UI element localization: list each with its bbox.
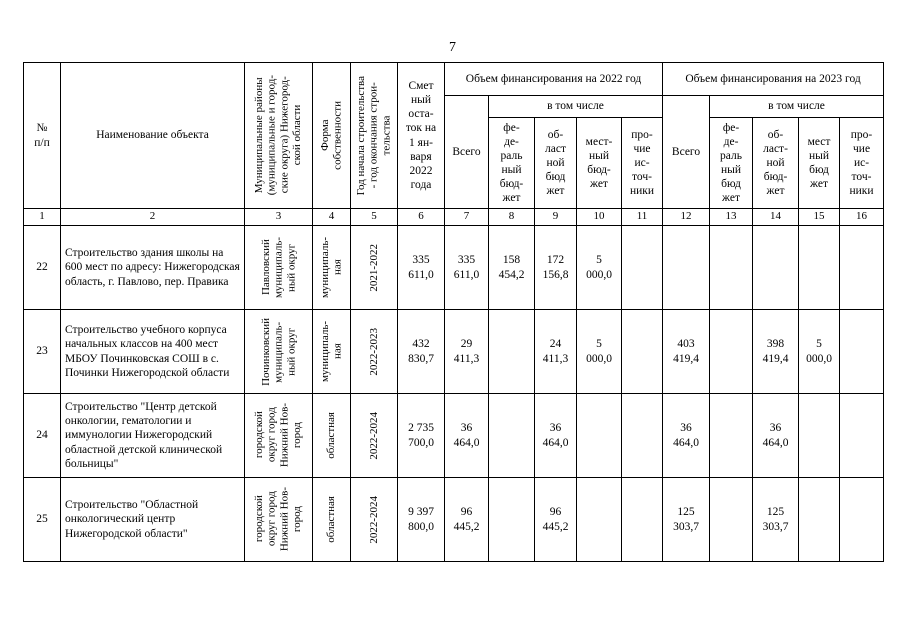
years-cell	[351, 478, 398, 562]
total-2022-cell: 36 464,0	[445, 394, 489, 478]
district-cell	[245, 394, 313, 478]
local-2022-cell: 5 000,0	[577, 226, 622, 310]
years-text: 2022-2024	[367, 495, 380, 544]
column-number: 1	[24, 209, 61, 226]
column-number: 9	[535, 209, 577, 226]
federal-2023-cell	[710, 226, 753, 310]
federal-2022-cell	[489, 394, 535, 478]
column-number: 12	[663, 209, 710, 226]
regional-2022-cell: 36 464,0	[535, 394, 577, 478]
column-number: 8	[489, 209, 535, 226]
total-2023-cell	[663, 226, 710, 310]
local-2023-cell	[799, 394, 840, 478]
other-2023-cell	[840, 394, 884, 478]
header-district	[245, 63, 313, 209]
column-number-row	[24, 209, 884, 226]
data-rows	[24, 226, 884, 562]
header-other-2023: про- чие ис- точ- ники	[840, 118, 884, 209]
header-regional-2022: об- ласт ной бюд жет	[535, 118, 577, 209]
header-balance: Смет ный оста- ток на 1 ян- варя 2022 года	[398, 63, 445, 209]
federal-2022-cell	[489, 310, 535, 394]
years-text: 2022-2023	[367, 327, 380, 376]
column-number: 4	[313, 209, 351, 226]
column-number: 10	[577, 209, 622, 226]
regional-2022-cell: 172 156,8	[535, 226, 577, 310]
federal-2023-cell	[710, 310, 753, 394]
balance-cell: 9 397 800,0	[398, 478, 445, 562]
other-2022-cell	[622, 310, 663, 394]
local-2022-cell	[577, 394, 622, 478]
header-local-2022: мест- ный бюд- жет	[577, 118, 622, 209]
ownership-text: муниципаль- ная	[318, 320, 344, 383]
total-2023-cell: 403 419,4	[663, 310, 710, 394]
column-number: 3	[245, 209, 313, 226]
object-name: Строительство учебного корпуса начальных классов на 400 мест МБОУ Починковская СОШ в с. Починки Нижегородской области	[61, 310, 245, 394]
balance-cell: 335 611,0	[398, 226, 445, 310]
ownership-cell	[313, 478, 351, 562]
header-federal-2023: фе- де- раль ный бюд жет	[710, 118, 753, 209]
header-years	[351, 63, 398, 209]
header-regional-2023: об- ласт- ной бюд- жет	[753, 118, 799, 209]
district-text: Починковский муниципаль- ный округ	[259, 317, 297, 386]
ownership-cell	[313, 310, 351, 394]
header-incl-2022: в том числе	[489, 96, 663, 118]
ownership-text: областная	[325, 412, 338, 459]
total-2022-cell: 96 445,2	[445, 478, 489, 562]
district-cell	[245, 310, 313, 394]
column-number: 11	[622, 209, 663, 226]
local-2023-cell	[799, 478, 840, 562]
balance-cell: 432 830,7	[398, 310, 445, 394]
header-years-text: Год начала строительства - год окончания строи- тельства	[355, 75, 393, 196]
header-local-2023: мест ный бюд жет	[799, 118, 840, 209]
federal-2022-cell	[489, 478, 535, 562]
federal-2023-cell	[710, 394, 753, 478]
ownership-cell	[313, 226, 351, 310]
district-cell	[245, 226, 313, 310]
table-row	[24, 394, 884, 478]
column-number: 7	[445, 209, 489, 226]
row-number: 23	[24, 310, 61, 394]
other-2023-cell	[840, 478, 884, 562]
federal-2023-cell	[710, 478, 753, 562]
header-total-2023: Всего	[663, 96, 710, 209]
regional-2023-cell	[753, 226, 799, 310]
years-text: 2022-2024	[367, 411, 380, 460]
table-row	[24, 226, 884, 310]
row-number: 22	[24, 226, 61, 310]
column-number: 14	[753, 209, 799, 226]
object-name: Строительство "Областной онкологический центр Нижегородской области"	[61, 478, 245, 562]
column-number: 2	[61, 209, 245, 226]
district-text: городской округ город Нижний Нов- город	[253, 487, 304, 552]
local-2022-cell: 5 000,0	[577, 310, 622, 394]
years-text: 2021-2022	[367, 243, 380, 292]
total-2022-cell: 29 411,3	[445, 310, 489, 394]
district-text: городской округ город Нижний Нов- город	[253, 403, 304, 468]
other-2023-cell	[840, 226, 884, 310]
row-number: 24	[24, 394, 61, 478]
years-cell	[351, 394, 398, 478]
header-incl-2023: в том числе	[710, 96, 884, 118]
table-row	[24, 310, 884, 394]
column-number: 13	[710, 209, 753, 226]
total-2022-cell: 335 611,0	[445, 226, 489, 310]
header-ownership-text: Форма собственности	[318, 101, 344, 170]
local-2023-cell	[799, 226, 840, 310]
years-cell	[351, 226, 398, 310]
header-fin-2022: Объем финансирования на 2022 год	[445, 63, 663, 96]
header-ownership	[313, 63, 351, 209]
regional-2023-cell: 36 464,0	[753, 394, 799, 478]
other-2022-cell	[622, 394, 663, 478]
regional-2023-cell: 398 419,4	[753, 310, 799, 394]
column-number: 5	[351, 209, 398, 226]
local-2022-cell	[577, 478, 622, 562]
balance-cell: 2 735 700,0	[398, 394, 445, 478]
other-2022-cell	[622, 226, 663, 310]
header-other-2022: про- чие ис- точ- ники	[622, 118, 663, 209]
header-name: Наименование объекта	[61, 63, 245, 209]
district-text: Павловский муниципаль- ный округ	[259, 236, 297, 299]
total-2023-cell: 125 303,7	[663, 478, 710, 562]
other-2022-cell	[622, 478, 663, 562]
ownership-text: муниципаль- ная	[318, 236, 344, 299]
other-2023-cell	[840, 310, 884, 394]
header-no: № п/п	[24, 63, 61, 209]
regional-2022-cell: 96 445,2	[535, 478, 577, 562]
header-district-text: Муниципальные районы (муниципальные и город- ские округа) Нижегород- ской области	[253, 75, 304, 196]
financing-table	[23, 62, 884, 562]
object-name: Строительство здания школы на 600 мест по адресу: Нижегородская область, г. Павлово, пер. Правика	[61, 226, 245, 310]
regional-2022-cell: 24 411,3	[535, 310, 577, 394]
local-2023-cell: 5 000,0	[799, 310, 840, 394]
object-name: Строительство "Центр детской онкологии, гематологии и иммунологии Нижегородский областной детской клинической больницы"	[61, 394, 245, 478]
column-number: 15	[799, 209, 840, 226]
ownership-text: областная	[325, 496, 338, 543]
column-number: 16	[840, 209, 884, 226]
ownership-cell	[313, 394, 351, 478]
header-federal-2022: фе- де- раль ный бюд- жет	[489, 118, 535, 209]
column-number: 6	[398, 209, 445, 226]
total-2023-cell: 36 464,0	[663, 394, 710, 478]
years-cell	[351, 310, 398, 394]
row-number: 25	[24, 478, 61, 562]
header-total-2022: Всего	[445, 96, 489, 209]
page-number: 7	[449, 40, 456, 55]
regional-2023-cell: 125 303,7	[753, 478, 799, 562]
header-fin-2023: Объем финансирования на 2023 год	[663, 63, 884, 96]
federal-2022-cell: 158 454,2	[489, 226, 535, 310]
district-cell	[245, 478, 313, 562]
table-row	[24, 478, 884, 562]
